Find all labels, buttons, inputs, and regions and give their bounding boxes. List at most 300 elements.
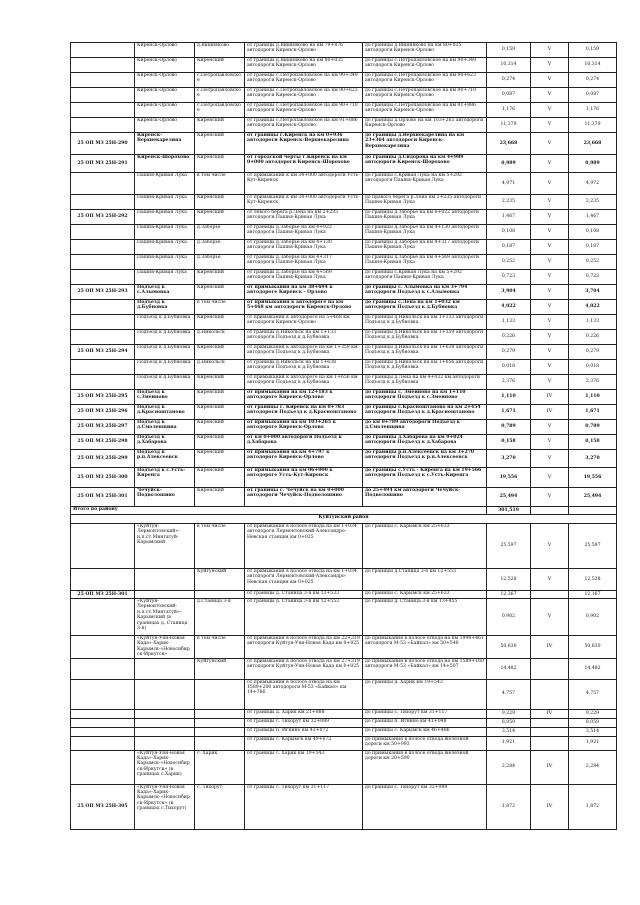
to-point-cell: до границы с.Кривая Лука на км 5+292 автодороги Пашня-Кривая Лука bbox=[363, 270, 487, 285]
to-point-cell: до границы д.Вишняково на км 80+035 автодороги Киренск-Орлово bbox=[363, 43, 487, 58]
from-point-cell: от границы с. Чечуйск на км 0+000 автодороги Чечуйск-Подволошино bbox=[245, 488, 363, 507]
category-cell: V bbox=[531, 315, 569, 330]
to-point-cell: до границы д.Станица 3-я км 12+553 bbox=[363, 569, 487, 591]
length-total-cell: 0,989 bbox=[569, 155, 617, 173]
table-row bbox=[71, 173, 617, 195]
from-point-cell: от границы д. Станица 3-я км 13+533 bbox=[245, 591, 363, 599]
to-point-cell: до границы д.Заборье на км 4+317 автодороги Пашня-Кривая Лука bbox=[363, 240, 487, 255]
length-cell: 0,723 bbox=[487, 270, 531, 285]
road-code-cell: 25 ОП МЗ 25Н-298 bbox=[71, 435, 135, 450]
from-point-cell: от границы д.Заборье на км 4+569 автодороги Пашня-Кривая Лука bbox=[245, 270, 363, 285]
length-total-cell: 8,059 bbox=[569, 718, 617, 727]
from-point-cell: от границы с. Тихорут км 32+089 bbox=[245, 718, 363, 727]
location-cell: с.Петропавловское bbox=[195, 103, 245, 118]
table-row bbox=[71, 285, 617, 300]
to-point-cell: до границы д.Никольск на км 1+359 автодороги Подъезд к д.Бубновка bbox=[363, 330, 487, 345]
road-code-cell bbox=[71, 270, 135, 285]
category-cell: V bbox=[531, 225, 569, 240]
length-cell: 4,757 bbox=[487, 679, 531, 709]
category-cell: V bbox=[531, 240, 569, 255]
road-code-cell bbox=[71, 118, 135, 133]
road-code-cell: 25 ОП МЗ 25Н-296 bbox=[71, 405, 135, 420]
table-row bbox=[71, 58, 617, 73]
table-row bbox=[71, 240, 617, 255]
road-name-cell: Подъезд к д.Хабарова bbox=[135, 435, 195, 450]
length-cell: 12,367 bbox=[487, 591, 531, 599]
road-code-cell bbox=[71, 58, 135, 73]
category-cell: V bbox=[531, 195, 569, 210]
location-cell: д.Заборье bbox=[195, 255, 245, 270]
road-name-cell: «Куйтун-Уян-Новая Када»-Харик-Карымск-«Новосибирск-Иркутск» bbox=[135, 636, 195, 659]
length-total-cell: 0,087 bbox=[569, 88, 617, 103]
category-cell: V bbox=[531, 420, 569, 435]
road-name-cell: Пашня-Кривая Лука bbox=[135, 173, 195, 195]
length-total-cell: 12,167 bbox=[569, 591, 617, 599]
road-name-cell: Киренск-Орлово bbox=[135, 88, 195, 103]
from-point-cell: от примыкания на км 38+694 к автодороге Киренск - Орлово bbox=[245, 285, 363, 300]
length-total-cell: 1,110 bbox=[569, 390, 617, 405]
category-cell: V bbox=[531, 58, 569, 73]
to-point-cell: до границы с.Лена на км 1+032 км автодороги Подъезд к д.Бубновка bbox=[363, 300, 487, 315]
category-cell: V bbox=[531, 599, 569, 636]
to-point-cell: до границы с. Тихорут км 32+089 bbox=[363, 784, 487, 829]
road-code-cell: 25 ОП МЗ 25Н-301 bbox=[71, 591, 135, 599]
from-point-cell: от примыкания к автодороге на км 1+359 км автодороги Подъезд к д.Бубновка bbox=[245, 345, 363, 360]
length-total-cell: 2,376 bbox=[569, 375, 617, 390]
table-row bbox=[71, 133, 617, 155]
to-point-cell: до границы с. Змеиново на км 1+110 автодороги Подъезд к с.Змеиново bbox=[363, 390, 487, 405]
road-code-cell bbox=[71, 43, 135, 58]
location-cell: Киренский bbox=[195, 435, 245, 450]
from-point-cell: от границы с. Карымск км 49+672 bbox=[245, 736, 363, 750]
road-code-cell bbox=[71, 300, 135, 315]
category-cell: V bbox=[531, 43, 569, 58]
location-cell: Киренский bbox=[195, 488, 245, 507]
table-row bbox=[71, 405, 617, 420]
location-cell bbox=[195, 718, 245, 727]
location-cell: Киренский bbox=[195, 345, 245, 360]
length-cell: 10,314 bbox=[487, 58, 531, 73]
road-name-cell bbox=[135, 569, 195, 591]
table-row bbox=[71, 679, 617, 709]
road-code-cell bbox=[71, 727, 135, 736]
road-name-cell: Подъезд к д.Бубновка bbox=[135, 330, 195, 345]
category-cell: IV bbox=[531, 636, 569, 659]
length-cell: 3,514 bbox=[487, 727, 531, 736]
road-code-cell: 25 ОП МЗ 25Н-295 bbox=[71, 390, 135, 405]
length-total-cell: 0,252 bbox=[569, 255, 617, 270]
length-total-cell: 1,176 bbox=[569, 103, 617, 118]
location-cell bbox=[195, 591, 245, 599]
category-cell: V bbox=[531, 569, 569, 591]
length-total-cell: 4,757 bbox=[569, 679, 617, 709]
road-name-cell: Киренск-Орлово bbox=[135, 58, 195, 73]
table-row bbox=[71, 118, 617, 133]
location-cell: с.Петропавловское bbox=[195, 73, 245, 88]
location-cell: в том числе bbox=[195, 300, 245, 315]
table-row bbox=[71, 330, 617, 345]
to-point-cell: до границы д.Заборье на км 4+130 автодороги Пашня-Кривая Лука bbox=[363, 225, 487, 240]
road-name-cell: Пашня-Кривая Лука bbox=[135, 195, 195, 210]
table-row bbox=[71, 599, 617, 636]
location-cell: Киренский bbox=[195, 450, 245, 468]
location-cell: д.Заборье bbox=[195, 240, 245, 255]
category-cell: V bbox=[531, 435, 569, 450]
category-cell: V bbox=[531, 73, 569, 88]
table-row bbox=[71, 360, 617, 375]
table-row bbox=[71, 255, 617, 270]
road-code-cell bbox=[71, 375, 135, 390]
road-code-cell: 25 ОП МЗ 25Н-299 bbox=[71, 450, 135, 468]
from-point-cell: от границы д.Никольск на км 1+133 автодороги Подъезд к д.Бубновка bbox=[245, 330, 363, 345]
from-point-cell: от примыкания в полосе отвода на км 1589+200 автодороги М-53 «Байкал» км 14+786 bbox=[245, 679, 363, 709]
road-name-cell bbox=[135, 591, 195, 599]
category-cell: V bbox=[531, 255, 569, 270]
length-total-cell: 0,723 bbox=[569, 270, 617, 285]
length-cell: 25,597 bbox=[487, 524, 531, 569]
length-cell: 4,022 bbox=[487, 300, 531, 315]
length-total-cell: 1,872 bbox=[569, 784, 617, 829]
from-point-cell: от границы с.Петропавловское на км 90+349 автодороги Киренск-Орлово bbox=[245, 73, 363, 88]
from-point-cell: от примыкания к автодороге на 5+468 км автодороги Киренск-Орлово bbox=[245, 315, 363, 330]
location-cell: Киренский bbox=[195, 285, 245, 300]
length-cell: 0,159 bbox=[487, 43, 531, 58]
road-code-cell: 25 ОП МЗ 25Н-305 bbox=[71, 784, 135, 829]
road-code-cell bbox=[71, 225, 135, 240]
length-cell: 0,187 bbox=[487, 240, 531, 255]
category-cell bbox=[531, 658, 569, 679]
length-cell: 2,284 bbox=[487, 750, 531, 784]
length-total-cell: 3,704 bbox=[569, 285, 617, 300]
road-code-cell bbox=[71, 750, 135, 784]
to-point-cell: до границы с.Петропавловское на км 91+886 автодороги Киренск-Орлово bbox=[363, 103, 487, 118]
road-code-cell: 25 ОП МЗ 25Н-297 bbox=[71, 420, 135, 435]
category-cell: IV bbox=[531, 784, 569, 829]
length-total-cell: 14,482 bbox=[569, 658, 617, 679]
length-total-cell: 12,528 bbox=[569, 569, 617, 591]
length-cell: 1,110 bbox=[487, 390, 531, 405]
category-cell: IV bbox=[531, 709, 569, 718]
to-point-cell: до границы д.Никольск на км 1+638 автодороги Подъезд к д.Бубновка bbox=[363, 345, 487, 360]
category-cell: V bbox=[531, 210, 569, 225]
category-cell: V bbox=[531, 524, 569, 569]
from-point-cell: от примыкания к км 34+000 автодороги Усть-Кут-Киренск bbox=[245, 195, 363, 210]
table-row bbox=[71, 524, 617, 569]
category-cell: V bbox=[531, 300, 569, 315]
to-point-cell: до границы с.Усть - Киренга на км 19+566 автодороги Подъезд к с.Усть-Киренга bbox=[363, 468, 487, 488]
road-name-cell bbox=[135, 709, 195, 718]
location-cell bbox=[195, 736, 245, 750]
road-code-cell bbox=[71, 718, 135, 727]
location-cell: Киренский bbox=[195, 375, 245, 390]
location-cell: Киренский bbox=[195, 420, 245, 435]
length-cell: 4,971 bbox=[487, 173, 531, 195]
table-row bbox=[71, 468, 617, 488]
category-cell: V bbox=[531, 360, 569, 375]
length-cell: 0,789 bbox=[487, 420, 531, 435]
to-point-cell: до 25+494 км автодороги Чечуйск-Подволошино bbox=[363, 488, 487, 507]
category-cell: V bbox=[531, 270, 569, 285]
location-cell bbox=[195, 709, 245, 718]
table-row bbox=[71, 636, 617, 659]
length-cell: 1,671 bbox=[487, 405, 531, 420]
section-title: Куйтунский район bbox=[71, 515, 617, 524]
length-cell: 0,158 bbox=[487, 435, 531, 450]
from-point-cell: от границы д. Харик км 21+888 bbox=[245, 709, 363, 718]
category-cell: IV bbox=[531, 405, 569, 420]
length-total-cell: 0,187 bbox=[569, 240, 617, 255]
category-cell: V bbox=[531, 118, 569, 133]
category-cell: IV bbox=[531, 390, 569, 405]
length-cell: 0,252 bbox=[487, 255, 531, 270]
table-row bbox=[71, 784, 617, 829]
length-total-cell: 1,921 bbox=[569, 736, 617, 750]
location-cell: в том числе bbox=[195, 636, 245, 659]
road-code-cell bbox=[71, 636, 135, 659]
road-name-cell: Подъезд к д.Бубновка bbox=[135, 360, 195, 375]
from-point-cell: от границы с.Петропавловское на км 91+886 автодороги Киренск-Орлово bbox=[245, 118, 363, 133]
to-point-cell: до границы д.Никольск на км 1+133 автодороги Подъезд к д.Бубновка bbox=[363, 315, 487, 330]
table-body-kirensky bbox=[71, 43, 617, 507]
length-cell: 3,270 bbox=[487, 450, 531, 468]
location-cell: Киренский bbox=[195, 155, 245, 173]
table-row bbox=[71, 658, 617, 679]
length-cell: 19,556 bbox=[487, 468, 531, 488]
length-cell: 23,668 bbox=[487, 133, 531, 155]
length-cell: 0,108 bbox=[487, 225, 531, 240]
length-total-cell: 11,379 bbox=[569, 118, 617, 133]
to-point-cell: до границы д.Заборье на км 4+569 автодороги Пашня-Кривая Лука bbox=[363, 255, 487, 270]
table-row bbox=[71, 569, 617, 591]
road-name-cell: Пашня-Кривая Лука bbox=[135, 255, 195, 270]
to-point-cell: до границы с. Карымск км 25+633 bbox=[363, 524, 487, 569]
road-code-cell bbox=[71, 240, 135, 255]
from-point-cell: от городской черты г.Киренск на км 0+000 автодороги Киренск-Шорохово bbox=[245, 155, 363, 173]
location-cell: д.Заборье bbox=[195, 225, 245, 240]
location-cell bbox=[195, 679, 245, 709]
from-point-cell: от примыкания на км 12+183 к автодороге Киренск-Орлово bbox=[245, 390, 363, 405]
location-cell: с. Харик bbox=[195, 750, 245, 784]
road-code-cell: 25 ОП МЗ 25Н-294 bbox=[71, 345, 135, 360]
road-code-cell bbox=[71, 524, 135, 569]
road-name-cell: Подъезд к д.Красноштаново bbox=[135, 405, 195, 420]
road-name-cell: Подъезд к с.Алымовка bbox=[135, 285, 195, 300]
to-point-cell: до границы д.Верхнекарелина на км 23+364 автодороги Киренск-Верхнекарелина bbox=[363, 133, 487, 155]
from-point-cell: от примыкания на км 06+000 к автодороге Усть-Кут-Киренск bbox=[245, 468, 363, 488]
location-cell: д.Никольск bbox=[195, 360, 245, 375]
length-total-cell: 25,597 bbox=[569, 524, 617, 569]
length-total-cell: 0,158 bbox=[569, 435, 617, 450]
length-total-cell: 0,108 bbox=[569, 225, 617, 240]
length-total-cell: 2,235 bbox=[569, 195, 617, 210]
length-cell: 1,921 bbox=[487, 736, 531, 750]
length-total-cell: 50,630 bbox=[569, 636, 617, 659]
length-cell: 0,989 bbox=[487, 155, 531, 173]
to-point-cell: до км 0+789 автодороги Подъезд к д.Смоленщина bbox=[363, 420, 487, 435]
from-point-cell: от примыкания к км 34+000 автодороги Усть-Кут-Киренск bbox=[245, 173, 363, 195]
location-cell: Киренский bbox=[195, 133, 245, 155]
location-cell: с.Петропавловское bbox=[195, 88, 245, 103]
road-code-cell bbox=[71, 599, 135, 636]
to-point-cell: до границы с.Петропавловское на км 90+349 автодороги Киренск-Орлово bbox=[363, 58, 487, 73]
road-name-cell: Подъезд к р.п.Алексеевск bbox=[135, 450, 195, 468]
road-name-cell: Пашня-Кривая Лука bbox=[135, 240, 195, 255]
length-cell: 2,376 bbox=[487, 375, 531, 390]
from-point-cell: от примыкания к автодороге на км 5+468 км автодороги Киренск-Орлово bbox=[245, 300, 363, 315]
table-row bbox=[71, 88, 617, 103]
road-name-cell: «Куйтун-Лермонтовский-н.п.ст.Мингатуй»-Карымский (в границах д. Станица 3-я) bbox=[135, 599, 195, 636]
length-cell: 0,226 bbox=[487, 330, 531, 345]
location-cell: д.Никольск bbox=[195, 330, 245, 345]
table-row bbox=[71, 736, 617, 750]
location-cell: в том числе bbox=[195, 524, 245, 569]
location-cell: Киренский bbox=[195, 118, 245, 133]
to-point-cell: до границы с.Кривая Лука на км 5+292 автодороги Пашня-Кривая Лука bbox=[363, 173, 487, 195]
category-cell: V bbox=[531, 285, 569, 300]
from-point-cell: от примыкания в полосе отвода на км 27+319 автодороги Куйтун-Уян-Новая Када км 0+025 bbox=[245, 658, 363, 679]
table-row bbox=[71, 345, 617, 360]
to-point-cell: до границы д.Лена на км 4+032 км автодороги Подъезд к д.Бубновка bbox=[363, 375, 487, 390]
to-point-cell: до границы д.Никольск на км 1+656 автодороги Подъезд к д.Бубновка bbox=[363, 360, 487, 375]
category-cell: V bbox=[531, 155, 569, 173]
table-row bbox=[71, 488, 617, 507]
road-code-cell: 25 ОП МЗ 25Н-292 bbox=[71, 210, 135, 225]
length-total-cell: 1,133 bbox=[569, 315, 617, 330]
road-code-cell bbox=[71, 173, 135, 195]
category-cell: V bbox=[531, 88, 569, 103]
length-total-cell: 0,018 bbox=[569, 360, 617, 375]
road-name-cell: «Куйтун-Лермонтовский»-н.п.ст.Мингатуй-Карымский bbox=[135, 524, 195, 569]
length-total-cell: 10,314 bbox=[569, 58, 617, 73]
location-cell: Киренский bbox=[195, 315, 245, 330]
road-name-cell bbox=[135, 679, 195, 709]
road-code-cell bbox=[71, 73, 135, 88]
from-point-cell: от границы д.Вишняково на км 80+035 автодороги Киренск-Орлово bbox=[245, 58, 363, 73]
category-cell: V bbox=[531, 173, 569, 195]
road-name-cell: Киренск-Орлово bbox=[135, 118, 195, 133]
road-name-cell: Киренск-Орлово bbox=[135, 103, 195, 118]
to-point-cell: до правого берега р.Лена км 2+235 автодороги Пашня-Кривая Лука bbox=[363, 195, 487, 210]
location-cell: Куйтунский bbox=[195, 569, 245, 591]
road-name-cell: Киренск-Шорохово bbox=[135, 155, 195, 173]
road-code-cell: 25 ОП МЗ 25Н-301 bbox=[71, 488, 135, 507]
length-total-cell: 0,902 bbox=[569, 599, 617, 636]
from-point-cell: от примыкания на км 103+265 к автодороге Киренск-Орлово bbox=[245, 420, 363, 435]
table-row bbox=[71, 375, 617, 390]
to-point-cell: до границы д.Хабарова на км 0+024 автодороги Подъезд к д.Хабарова bbox=[363, 435, 487, 450]
category-cell: V bbox=[531, 450, 569, 468]
category-cell bbox=[531, 736, 569, 750]
from-point-cell: от км 0+000 автодороги Подъезд к д.Хабарова bbox=[245, 435, 363, 450]
road-name-cell: Подъезд к д.Смоленщина bbox=[135, 420, 195, 435]
length-cell: 0,087 bbox=[487, 88, 531, 103]
road-code-cell bbox=[71, 88, 135, 103]
location-cell: в том числе bbox=[195, 173, 245, 195]
table-row bbox=[71, 591, 617, 599]
road-name-cell bbox=[135, 718, 195, 727]
road-code-cell: 25 ОП МЗ 25Н-293 bbox=[71, 285, 135, 300]
road-code-cell bbox=[71, 360, 135, 375]
to-point-cell: до примыкания в полосе отвода на км 1998+461 автодороги М-53 «Байкал» км 50+540 bbox=[363, 636, 487, 659]
from-point-cell: от примыкания в полосе отвода на км 1+034 автодороги Лермонтовский-Александро-Невская станция км 0+025 bbox=[245, 524, 363, 569]
table-row bbox=[71, 390, 617, 405]
road-code-cell bbox=[71, 736, 135, 750]
table-row bbox=[71, 43, 617, 58]
location-cell: Киренский bbox=[195, 390, 245, 405]
location-cell: Киренский bbox=[195, 58, 245, 73]
to-point-cell: до границы д. Харик км 19+543 bbox=[363, 679, 487, 709]
to-point-cell: до границы с.Петропавловское на км 90+710 автодороги Киренск-Орлово bbox=[363, 88, 487, 103]
category-cell: V bbox=[531, 488, 569, 507]
length-total-cell: 23,668 bbox=[569, 133, 617, 155]
road-name-cell: Подъезд к д.Бубновка bbox=[135, 300, 195, 315]
length-cell: 3,904 bbox=[487, 285, 531, 300]
road-name-cell: Подъезд к д.Бубновка bbox=[135, 375, 195, 390]
road-code-cell bbox=[71, 315, 135, 330]
road-name-cell: Киренск-Орлово bbox=[135, 73, 195, 88]
category-cell: V bbox=[531, 345, 569, 360]
table-row bbox=[71, 727, 617, 736]
location-cell: Киренский bbox=[195, 468, 245, 488]
length-cell: 9,229 bbox=[487, 709, 531, 718]
road-code-cell: 25 ОП МЗ 25Н-291 bbox=[71, 155, 135, 173]
length-cell: 14,482 bbox=[487, 658, 531, 679]
table-row bbox=[71, 103, 617, 118]
category-cell bbox=[531, 591, 569, 599]
road-code-cell bbox=[71, 709, 135, 718]
category-cell bbox=[531, 679, 569, 709]
location-cell: Куйтунский bbox=[195, 658, 245, 679]
category-cell: V bbox=[531, 468, 569, 488]
location-cell: д.Вишняково bbox=[195, 43, 245, 58]
from-point-cell: от левого берега р.Лена на км 2+235 автодороги Пашня-Кривая Лука bbox=[245, 210, 363, 225]
to-point-cell: до границы с. Алымовка на км 3+794 автодороги Подъезд к с.Алымовка bbox=[363, 285, 487, 300]
length-total-cell: 4,972 bbox=[569, 173, 617, 195]
to-point-cell: до границы с.Красноштаново на км 2+454 автодороги Подъезд к д.Красноштаново bbox=[363, 405, 487, 420]
length-total-cell: 0,274 bbox=[569, 73, 617, 88]
length-total-cell: 19,556 bbox=[569, 468, 617, 488]
road-name-cell: Подъезд к д.Бубновка bbox=[135, 315, 195, 330]
road-name-cell bbox=[135, 727, 195, 736]
category-cell: V bbox=[531, 330, 569, 345]
table-row bbox=[71, 450, 617, 468]
length-cell: 1,176 bbox=[487, 103, 531, 118]
from-point-cell: от границы д.Заборье на км 4+022 автодороги Пашня-Кривая Лука bbox=[245, 225, 363, 240]
road-name-cell bbox=[135, 658, 195, 679]
from-point-cell: от границы г.Киренск на км 0+936 автодороги Киренск-Верхнекарелина bbox=[245, 133, 363, 155]
table-row bbox=[71, 73, 617, 88]
road-name-cell: «Куйтун-Уян-Новая Када»-Харик-Карымск-«Новосибирск-Иркутск» (в границах с.Тихорут) bbox=[135, 784, 195, 829]
from-point-cell: от примыкания в полосе отвода на км 22+319 автодороги Куйтун-Уян-Новая Када км 0+025 bbox=[245, 636, 363, 659]
location-cell bbox=[195, 727, 245, 736]
from-point-cell: от примыкания к автодороге на км 1+656 км автодороги Подъезд к д.Бубновка bbox=[245, 375, 363, 390]
table-row bbox=[71, 709, 617, 718]
length-total-cell: 0,159 bbox=[569, 43, 617, 58]
to-point-cell: до границы с. Карымск км 25+633 bbox=[363, 591, 487, 599]
road-name-cell: Подъезд к с.Змеиново bbox=[135, 390, 195, 405]
to-point-cell: до границы п. Игнино км 41+048 bbox=[363, 718, 487, 727]
road-code-cell bbox=[71, 569, 135, 591]
length-cell: 0,279 bbox=[487, 345, 531, 360]
total-value: 301,519 bbox=[487, 507, 531, 515]
length-cell: 0,018 bbox=[487, 360, 531, 375]
from-point-cell: от границы с.Петропавловское на км 90+623 автодороги Киренск-Орлово bbox=[245, 88, 363, 103]
road-code-cell: 25 ОП МЗ 25Н-290 bbox=[71, 133, 135, 155]
table-row bbox=[71, 195, 617, 210]
from-point-cell: от границы с.Петропавловское на км 90+710 автодороги Киренск-Орлово bbox=[245, 103, 363, 118]
location-cell: Киренский bbox=[195, 270, 245, 285]
road-name-cell: Пашня-Кривая Лука bbox=[135, 210, 195, 225]
